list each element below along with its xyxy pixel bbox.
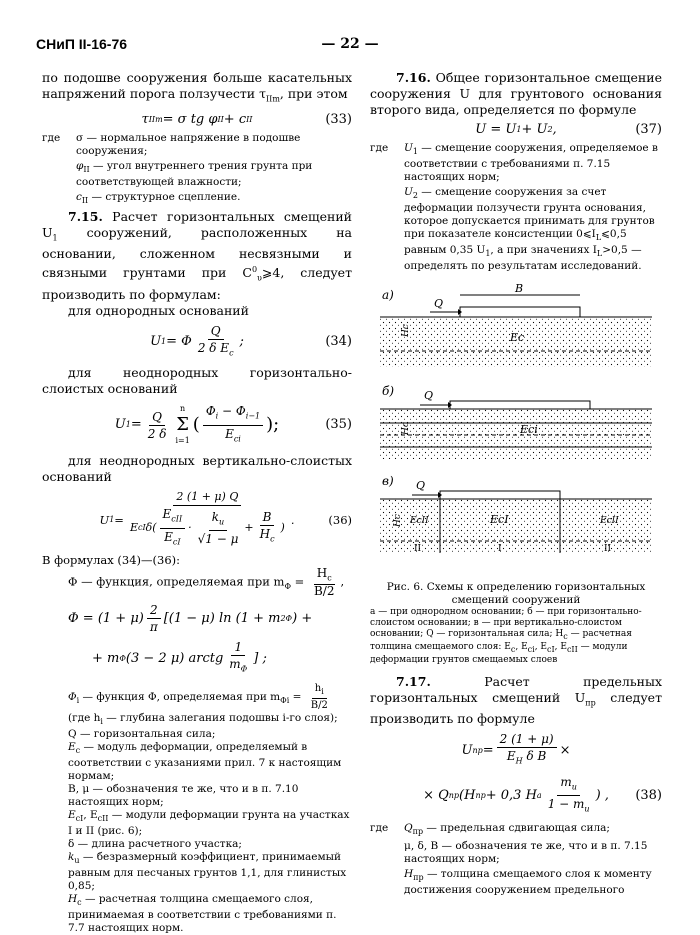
diagram-c — [380, 474, 652, 554]
document-code: СНиП II-16-76 — [36, 36, 128, 52]
horizontal-label: для неоднородных горизонтально-слоистых оснований — [42, 365, 352, 397]
label-c: в) — [382, 474, 394, 489]
definitions-38: где $Q_{пр}$ — предельная сдвигающая сила; μ, δ, B — обозначения те же, что и в п. 7.15 настоящих норм; $H_{пр}$ — толщина смещаемого слоя к моменту достижения сооружением предельного — [370, 821, 652, 896]
svg-text:Q: Q — [434, 297, 444, 311]
equation-number: (33) — [325, 111, 352, 127]
definitions-37: где $U_1$ — смещение сооружения, определяемое в соответствии с требованиями п. 7.15 настоящих норм; $U_2$ — смещение сооружения за счет деформации ползучести грунта основания, которое допускается принимать для грунтов при показателе консистенции $0⩽I_L⩽0,5$ равным 0,35 $U_1$, а при значениях $I_L>0,5$ — определять по результатам исследований. — [370, 142, 658, 273]
phi-equation-cont: + m Φ (3 − 2 μ) arctg $\frac{1}{m_\Phi}$ ] ; — [92, 640, 267, 674]
page-header — [36, 36, 664, 58]
section-7-17: 7.17. Расчет предельных горизонтальных смещений $U_{пр}$ следует производить по формуле — [370, 673, 662, 727]
equation-number: (36) — [328, 512, 352, 527]
equation-37: U = U 1 + U 2 , (37) — [475, 122, 662, 137]
definitions-33: где σ — нормальное напряжение в подошве сооружения; $\varphi_{II}$ — угол внутреннего трения грунта при соответствующей влажности; $c_{II}$ — структурное сцепление. — [42, 131, 313, 205]
svg-text:EcI: EcI — [490, 513, 509, 527]
svg-text:Ec: Ec — [510, 331, 525, 345]
svg-text:Eci: Eci — [520, 423, 538, 437]
figure-caption-note: а — при однородном основании; б — при горизонтально-слоистом основании; в — при вертикально-слоистом основании; Q — горизонтальная сила; Hc — расчетная толщина смещаемого слоя: Ec, Eci, EcI, EcII — модули деформации грунтов смещаемых слоев — [370, 607, 642, 665]
equation-33: τ IIm = σ tg φ II + c II (33) — [141, 111, 352, 127]
svg-text:Q: Q — [424, 389, 434, 403]
figure-caption: Рис. 6. Схемы к определению горизонтальных смещений сооружений — [386, 581, 646, 607]
equation-38-cont: × Q пр (H пр + 0,3 H a $\frac{m_u}{1 - m_u}$ ) , (38) — [423, 774, 662, 814]
equation-number: (34) — [325, 334, 352, 350]
in-formulas-label: В формулах (34)—(36): — [42, 553, 180, 568]
foundation — [460, 307, 580, 317]
svg-text:I: I — [498, 544, 502, 555]
left-column — [42, 70, 352, 935]
equation-number: (35) — [325, 417, 352, 433]
right-column — [370, 70, 662, 899]
paragraph-intro: по подошве сооружения больше касательных напряжений порога ползучести $\tau_{IIm}$, при этом — [42, 70, 352, 104]
equation-number: (37) — [635, 122, 662, 137]
section-7-15: 7.15. Расчет горизонтальных смещений $U_1$ сооружений, расположенных на основании, сложенном несвязными и связными грунтами при $C^0_\upsilon⩾4$, следует производить по формулам: — [42, 208, 352, 302]
equation-number: (38) — [635, 787, 662, 803]
homogeneous-label: для однородных оснований — [68, 302, 249, 318]
page-number: — 22 — — [36, 36, 664, 52]
diagram-a — [380, 282, 652, 367]
equation-38: U пр = $\frac{2 (1 + \mu)}{E_H \delta B}$ × — [461, 732, 571, 766]
equation-34: U 1 = Φ $\frac{Q}{2 \delta E_c}$ ; (34) — [150, 323, 352, 358]
phi-equation: Φ = (1 + μ) $\frac{2}{\pi}$ [(1 − μ) ln (1 + m 2 Φ ) + — [68, 603, 313, 635]
svg-text:II: II — [414, 544, 422, 555]
label-a: а) — [382, 288, 394, 303]
equation-35: U 1 = $\frac{Q}{2 \delta}$ n Σ i=1 ( $\frac{\Phi_i - \Phi_{i-1}}{E_{ci}}$ ); (35) — [114, 404, 352, 446]
phi-definition: Φ — функция, определяемая при $m_\Phi$ = $\frac{H_c}{B/2}$ , — [68, 566, 345, 599]
svg-text:II: II — [604, 544, 612, 555]
svg-text:EcII: EcII — [410, 516, 429, 527]
equation-36: U 1 = 2 (1 + μ) Q E cI δ ( $\frac{E_{cII}}{E_{cI}}$ · $\frac{k_u}{√1 - \mu}$ + $\frac{B}{H_c}$ ) . (36) — [99, 490, 352, 547]
figure-6-diagram — [370, 279, 662, 569]
svg-text:B: B — [515, 282, 524, 296]
svg-text:Hc: Hc — [401, 422, 411, 436]
label-b: б) — [382, 384, 395, 399]
diagram-b — [380, 384, 652, 459]
section-7-16: 7.16. Общее горизонтальное смещение сооружения U для грунтового основания второго вида, определяется по формуле — [370, 70, 662, 117]
svg-text:Hc: Hc — [401, 324, 411, 338]
svg-text:Q: Q — [416, 479, 426, 493]
symbol-definitions: $\Phi_i$ — функция Φ, определяемая при $m_{\Phi i}$ = $\frac{h_i}{B/2}$ (где $h_i$ — глубина залегания подошвы i-го слоя); Q — горизонтальная сила; $E_c$ — модуль деформации, определяемый в соответствии с указаниями прил. 7 к настоящим нормам; B, μ — обозначения те же, что и в п. 7.10 настоящих норм; $E_{cI}$, $E_{cII}$ — модули деформации грунта на участках I и II (рис. 6); δ — длина расчетного участка; $k_u$ — безразмерный коэффициент, принимаемый равным для песчаных грунтов 1,1, для глинистых 0,85; $H_c$ — расчетная толщина смещаемого слоя, принимаемая в соответствии с требованиями п. 7.7 настоящих норм. — [68, 682, 350, 935]
svg-text:Hc: Hc — [393, 514, 403, 528]
svg-text:EcII: EcII — [600, 516, 619, 527]
vertical-label: для неоднородных вертикально-слоистых оснований — [42, 453, 352, 485]
